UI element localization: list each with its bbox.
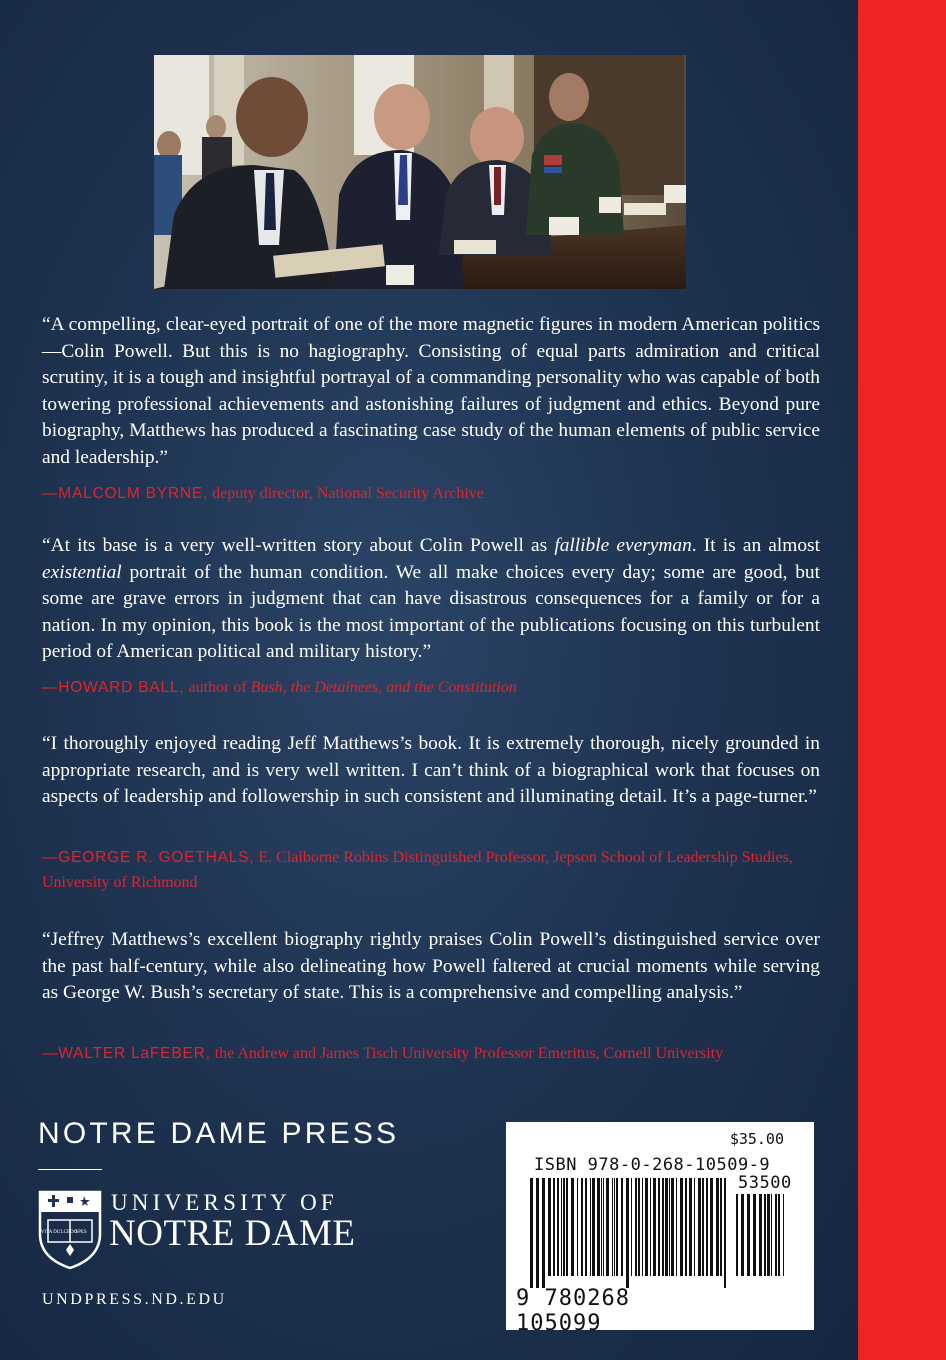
barcode-bar	[614, 1178, 615, 1276]
isbn-barcode-box	[506, 1122, 814, 1336]
barcode-bar	[566, 1178, 568, 1276]
blurb-1-attribution	[42, 481, 822, 506]
blurb-3-author-title: E. Claiborne Robins Distinguished Professor, Jepson School of Leadership Studies, University of Richmond	[42, 849, 793, 891]
blurb-2-text: “At its base is a very well-written story about Colin Powell as fallible everyman. It is an almost existential portrait of the human condition. We all make choices every day; some are good, but some are grave errors in judgment that can have disastrous consequences for a family or for a nation. In my opinion, this book is the most important of the publications focusing on this turbulent period of American political and military history.”	[42, 535, 820, 663]
shield-motto-right: SPES	[75, 1230, 87, 1235]
blurb-2-book-title: Bush, the Detainees, and the Constitution	[250, 679, 517, 696]
barcode-bar	[710, 1178, 713, 1276]
ean-barcode	[528, 1178, 728, 1288]
barcode-bar	[563, 1178, 565, 1276]
barcode-bar	[775, 1194, 777, 1276]
barcode-bar	[665, 1178, 668, 1276]
notre-dame-shield-icon	[38, 1190, 102, 1270]
barcode-bar	[720, 1178, 722, 1276]
blurb-4-text: “Jeffrey Matthews’s excellent biography rightly praises Colin Powell’s distinguished service over the past half-century, while also delineating how Powell faltered at crucial moments while serving as George W. Bush’s secretary of state. This is a comprehensive and compelling analysis.”	[42, 929, 820, 1004]
press-divider	[38, 1169, 102, 1170]
barcode-bar	[592, 1178, 595, 1276]
blurb-3-attribution	[42, 845, 822, 895]
barcode-bar	[759, 1194, 762, 1276]
barcode-bar	[747, 1194, 750, 1276]
barcode-bar	[653, 1178, 656, 1276]
barcode-bar	[571, 1178, 574, 1276]
barcode-bar	[603, 1178, 604, 1276]
blurb-1-author-title: deputy director, National Security Archive	[212, 485, 484, 502]
barcode-bar	[694, 1178, 695, 1276]
barcode-bar	[553, 1178, 555, 1276]
barcode-bar	[771, 1194, 772, 1276]
press-url: UNDPRESS.ND.EDU	[42, 1291, 227, 1308]
university-name-line2: NOTRE DAME	[109, 1213, 356, 1254]
red-spine-strip	[858, 0, 946, 1360]
barcode-bar	[702, 1178, 704, 1276]
barcode-bar	[685, 1178, 687, 1276]
barcode-bar	[706, 1178, 708, 1276]
barcode-bar	[778, 1194, 780, 1276]
barcode-bar	[741, 1194, 744, 1276]
blurb-4-author-title: the Andrew and James Tisch University Professor Emeritus, Cornell University	[214, 1045, 724, 1062]
barcode-bar	[676, 1178, 677, 1276]
blurb-3-text: “I thoroughly enjoyed reading Jeff Matthews’s book. It is extremely thorough, nicely grounded in appropriate research, and is very well written. I can’t think of a biographical work that focuses on aspects of leadership and followership in such consistent and illuminating detail. It’s a page-turner.”	[42, 733, 820, 808]
barcode-bar	[645, 1178, 648, 1276]
barcode-bar	[642, 1178, 643, 1276]
barcode-bar	[689, 1178, 692, 1276]
barcode-bar	[724, 1178, 726, 1288]
barcode-bar	[616, 1178, 618, 1276]
barcode-bar	[635, 1178, 637, 1276]
barcode-bar	[626, 1178, 629, 1288]
blurb-3	[42, 731, 820, 811]
blurb-4-attribution	[42, 1041, 822, 1066]
blurb-2-author-title: author of	[188, 679, 247, 696]
shield-motto-left: VITA DULCEDO	[40, 1230, 78, 1235]
barcode-bar	[581, 1178, 583, 1276]
barcode-bar	[530, 1178, 533, 1288]
barcode-bar	[753, 1194, 756, 1276]
barcode-bar	[590, 1178, 591, 1276]
barcode-bar	[671, 1178, 674, 1276]
barcode-bar	[597, 1178, 600, 1276]
addon-number: 53500	[738, 1173, 792, 1193]
barcode-bar	[669, 1178, 670, 1276]
barcode-bar	[764, 1194, 766, 1276]
barcode-bar	[662, 1178, 664, 1276]
barcode-bar	[557, 1178, 559, 1276]
barcode-bar	[606, 1178, 609, 1276]
barcode-bar	[631, 1178, 632, 1276]
barcode-bar	[650, 1178, 651, 1276]
press-name: NOTRE DAME PRESS	[38, 1117, 400, 1150]
barcode-bar	[680, 1178, 683, 1276]
addon-barcode	[734, 1194, 790, 1288]
barcode-bar	[783, 1194, 784, 1276]
blurb-1-text: “A compelling, clear-eyed portrait of one of the more magnetic figures in modern American politics—Colin Powell. But this is no hagiography. Consisting of equal parts admiration and critical scrutiny, it is a tough and insightful portrayal of a commanding personality who was capable of both towering professional achievements and astonishing failures of judgment and ethics. Beyond pure biography, Matthews has produced a fascinating case study of the human elements of public service and leadership.”	[42, 314, 820, 468]
university-name-line1: UNIVERSITY OF	[111, 1190, 338, 1215]
blurb-2	[42, 533, 820, 666]
barcode-bar	[536, 1178, 539, 1288]
barcode-bar	[621, 1178, 623, 1276]
barcode-bar	[698, 1178, 701, 1276]
blurb-1	[42, 312, 820, 472]
blurb-2-attribution	[42, 675, 822, 700]
blurb-3-author: —GEORGE R. GOETHALS,	[42, 849, 255, 866]
barcode-bar	[561, 1178, 562, 1276]
barcode-bar	[542, 1178, 545, 1288]
barcode-bar	[612, 1178, 613, 1276]
barcode-bar	[736, 1194, 738, 1276]
barcode-bar	[638, 1178, 640, 1276]
barcode-bar	[767, 1194, 770, 1276]
barcode-bar	[585, 1178, 587, 1276]
ean-digits: 9 780268 105099	[516, 1286, 630, 1336]
price: $35.00	[729, 1130, 784, 1148]
blurb-2-author: —HOWARD BALL,	[42, 679, 185, 696]
cabinet-meeting-photo	[154, 55, 686, 289]
barcode-bar	[577, 1178, 578, 1276]
blurb-1-author: —MALCOLM BYRNE,	[42, 485, 209, 502]
isbn-number: ISBN 978-0-268-10509-9	[534, 1155, 771, 1175]
barcode-bar	[716, 1178, 719, 1276]
barcode-bar	[601, 1178, 602, 1276]
blurb-4-author: —WALTER LaFEBER,	[42, 1045, 211, 1062]
barcode-bar	[548, 1178, 551, 1276]
blurb-4	[42, 927, 820, 1007]
barcode-bar	[658, 1178, 660, 1276]
